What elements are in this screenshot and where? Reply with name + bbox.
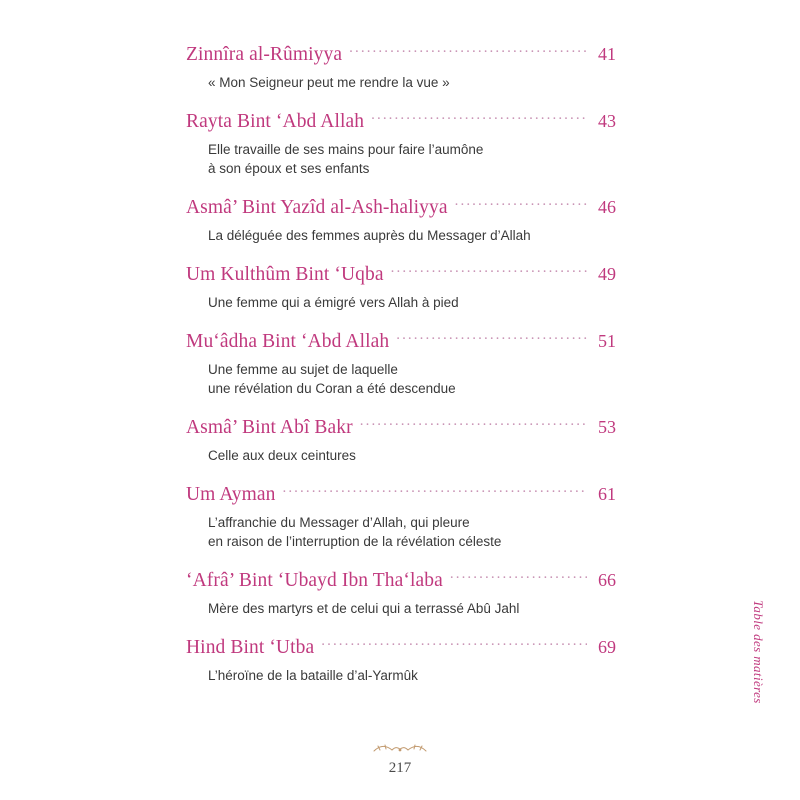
toc-entry — [186, 264, 616, 312]
toc-entry-subtitle-line: L’affranchie du Messager d’Allah, qui pleure — [208, 515, 470, 530]
toc-entry-page: 66 — [598, 570, 616, 590]
toc-entry — [186, 417, 616, 465]
toc-leader-dots — [391, 264, 587, 280]
table-of-contents — [186, 44, 616, 704]
toc-entry-line — [186, 111, 616, 133]
toc-entry-subtitle-line: Celle aux deux ceintures — [208, 448, 356, 463]
toc-entry-page: 53 — [598, 417, 616, 437]
toc-entry-title: Asmâ’ Bint Abî Bakr — [186, 417, 353, 438]
toc-entry-title: Mu‘âdha Bint ‘Abd Allah — [186, 331, 390, 352]
toc-entry-page: 46 — [598, 197, 616, 217]
toc-entry-subtitle — [208, 73, 616, 92]
toc-entry — [186, 637, 616, 685]
toc-entry-title: Hind Bint ‘Utba — [186, 637, 315, 658]
toc-entry-title: Zinnîra al-Rûmiyya — [186, 44, 343, 65]
running-side-label: Table des matières — [751, 600, 766, 704]
toc-entry-subtitle — [208, 360, 616, 398]
toc-entry-line — [186, 637, 616, 659]
toc-entry-line — [186, 570, 616, 592]
toc-entry-line — [186, 264, 616, 286]
toc-entry — [186, 484, 616, 551]
toc-entry-subtitle — [208, 666, 616, 685]
toc-entry-line — [186, 44, 616, 66]
toc-entry-subtitle-line: Une femme qui a émigré vers Allah à pied — [208, 295, 459, 310]
toc-entry-page: 51 — [598, 331, 616, 351]
toc-entry-subtitle — [208, 140, 616, 178]
toc-entry-subtitle-line: La déléguée des femmes auprès du Messager d’Allah — [208, 228, 531, 243]
toc-entry — [186, 331, 616, 398]
ornament-divider-icon — [370, 742, 430, 756]
toc-entry — [186, 111, 616, 178]
page-number: 217 — [388, 760, 412, 776]
toc-leader-dots — [360, 417, 587, 433]
toc-entry-subtitle — [208, 513, 616, 551]
toc-entry-title: Asmâ’ Bint Yazîd al-Ash-haliyya — [186, 197, 448, 218]
toc-entry-line — [186, 417, 616, 439]
toc-leader-dots — [450, 570, 587, 586]
toc-entry — [186, 44, 616, 92]
toc-leader-dots — [282, 484, 587, 500]
toc-entry-page: 49 — [598, 264, 616, 284]
toc-entry-subtitle-line: en raison de l’interruption de la révélation céleste — [208, 534, 502, 549]
toc-entry-title: Um Ayman — [186, 484, 276, 505]
toc-entry-subtitle-line: Mère des martyrs et de celui qui a terrassé Abû Jahl — [208, 601, 520, 616]
toc-leader-dots — [396, 331, 587, 347]
toc-entry-subtitle-line: « Mon Seigneur peut me rendre la vue » — [208, 75, 450, 90]
toc-entry — [186, 570, 616, 618]
toc-entry — [186, 197, 616, 245]
toc-leader-dots — [321, 637, 587, 653]
toc-leader-dots — [349, 44, 587, 60]
toc-entry-line — [186, 331, 616, 353]
toc-entry-page: 69 — [598, 637, 616, 657]
toc-entry-title: ‘Afrâ’ Bint ‘Ubayd Ibn Tha‘laba — [186, 570, 443, 591]
toc-entry-subtitle-line: une révélation du Coran a été descendue — [208, 381, 456, 396]
toc-entry-subtitle — [208, 446, 616, 465]
toc-leader-dots — [371, 111, 587, 127]
toc-leader-dots — [455, 197, 587, 213]
toc-entry-page: 61 — [598, 484, 616, 504]
toc-entry-subtitle-line: à son époux et ses enfants — [208, 161, 370, 176]
toc-entry-page: 43 — [598, 111, 616, 131]
toc-entry-subtitle-line: Une femme au sujet de laquelle — [208, 362, 398, 377]
toc-entry-title: Rayta Bint ‘Abd Allah — [186, 111, 365, 132]
toc-entry-subtitle — [208, 293, 616, 312]
toc-entry-line — [186, 484, 616, 506]
toc-entry-page: 41 — [598, 44, 616, 64]
toc-entry-subtitle-line: Elle travaille de ses mains pour faire l’aumône — [208, 142, 484, 157]
toc-entry-title: Um Kulthûm Bint ‘Uqba — [186, 264, 384, 285]
toc-entry-subtitle — [208, 599, 616, 618]
toc-entry-line — [186, 197, 616, 219]
toc-entry-subtitle — [208, 226, 616, 245]
toc-entry-subtitle-line: L’héroïne de la bataille d’al-Yarmûk — [208, 668, 418, 683]
